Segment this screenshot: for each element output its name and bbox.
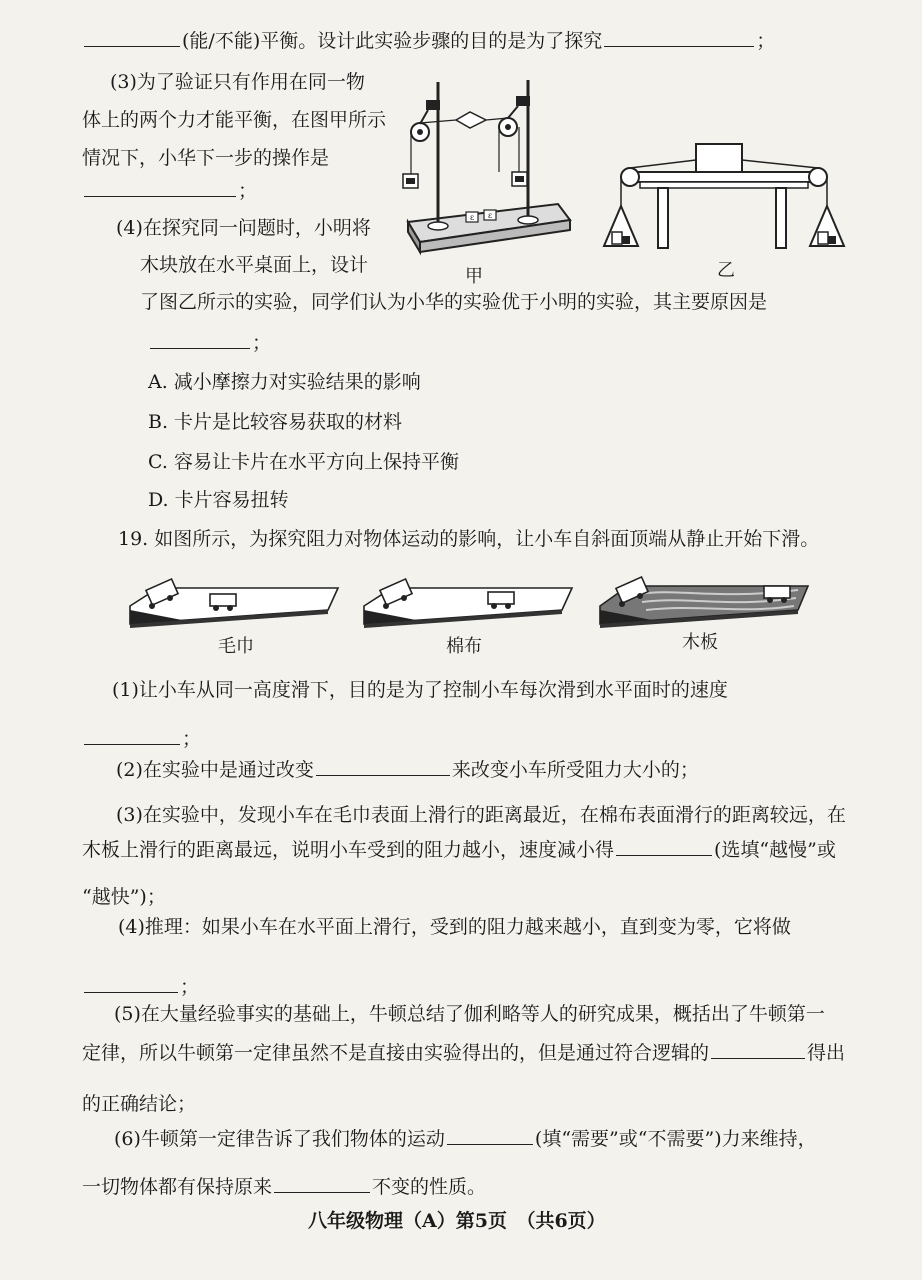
q19-p6-line2: 一切物体都有保持原来 不变的性质。 [82, 1176, 487, 1198]
q19-p2: (2)在实验中是通过改变 来改变小车所受阻力大小的； [116, 759, 699, 781]
q18-p3-line3: 情况下，小华下一步的操作是 [82, 147, 330, 169]
answer-blank[interactable] [274, 1174, 370, 1193]
svg-text:ε: ε [488, 211, 493, 220]
figure-jia-label: 甲 [465, 266, 483, 287]
q19-p3-line3: “越快”)； [82, 886, 166, 908]
page-footer: 八年级物理（A）第5页 （共6页） [308, 1210, 606, 1232]
q18-p4-line3: 了图乙所示的实验，同学们认为小华的实验优于小明的实验，其主要原因是 [140, 291, 768, 313]
q18-p3-line2: 体上的两个力才能平衡，在图甲所示 [82, 109, 387, 131]
answer-blank[interactable] [447, 1126, 533, 1145]
q18-p4-line4: ； [148, 330, 271, 355]
q18-p3-line1: (3)为了验证只有作用在同一物 [110, 71, 365, 93]
q18-p3-line4: ； [82, 178, 257, 203]
q19-p1-line2: ； [82, 726, 201, 751]
q18-p4-line1: (4)在探究同一问题时，小明将 [116, 217, 371, 239]
answer-blank[interactable] [150, 330, 250, 349]
surface-cotton-label: 棉布 [446, 636, 482, 657]
figure-jia [398, 72, 578, 262]
answer-blank[interactable] [84, 726, 180, 745]
svg-text:ε: ε [470, 213, 475, 222]
answer-blank[interactable] [84, 28, 180, 47]
q18-option-b: B. 卡片是比较容易获取的材料 [148, 411, 403, 433]
answer-blank[interactable] [316, 757, 450, 776]
q19-p5-line2: 定律，所以牛顿第一定律虽然不是直接由实验得出的，但是通过符合逻辑的 得出 [82, 1042, 846, 1064]
ramp-wood [598, 578, 813, 632]
figure-yi-label: 乙 [717, 260, 735, 281]
answer-blank[interactable] [711, 1040, 805, 1059]
answer-blank[interactable] [616, 837, 712, 856]
q18-line0: (能/不能)平衡。设计此实验步骤的目的是为了探究 ； [82, 28, 775, 53]
q19-p3-line1: (3)在实验中，发现小车在毛巾表面上滑行的距离最近，在棉布表面滑行的距离较远，在 [116, 804, 846, 826]
q19-p6-line1: (6)牛顿第一定律告诉了我们物体的运动 (填“需要”或“不需要”)力来维持， [114, 1128, 817, 1150]
q19-p1-line1: (1)让小车从同一高度滑下，目的是为了控制小车每次滑到水平面时的速度 [112, 679, 728, 701]
ramp-towel [128, 580, 343, 632]
answer-blank[interactable] [604, 28, 754, 47]
surface-towel-label: 毛巾 [218, 636, 254, 657]
answer-blank[interactable] [84, 178, 236, 197]
figure-yi [600, 140, 850, 255]
answer-blank[interactable] [84, 974, 178, 993]
ramp-cotton [362, 580, 577, 632]
q18-p4-line2: 木块放在水平桌面上，设计 [140, 254, 369, 276]
q19-p3-line2: 木板上滑行的距离最远，说明小车受到的阻力越小，速度减小得 (选填“越慢”或 [82, 839, 836, 861]
q19-p5-line3: 的正确结论； [82, 1093, 197, 1115]
q18-option-d: D. 卡片容易扭转 [148, 489, 289, 511]
q18-option-a: A. 减小摩擦力对实验结果的影响 [148, 371, 421, 393]
q19-p5-line1: (5)在大量经验事实的基础上，牛顿总结了伽利略等人的研究成果，概括出了牛顿第一 [114, 1003, 825, 1025]
q18-option-c: C. 容易让卡片在水平方向上保持平衡 [148, 451, 459, 473]
surface-wood-label: 木板 [682, 632, 718, 653]
q19-p4-line2: ； [82, 974, 199, 999]
q19-intro: 19. 如图所示，为探究阻力对物体运动的影响，让小车自斜面顶端从静止开始下滑。 [118, 528, 820, 550]
q19-p4-line1: (4)推理：如果小车在水平面上滑行，受到的阻力越来越小，直到变为零，它将做 [118, 916, 791, 938]
